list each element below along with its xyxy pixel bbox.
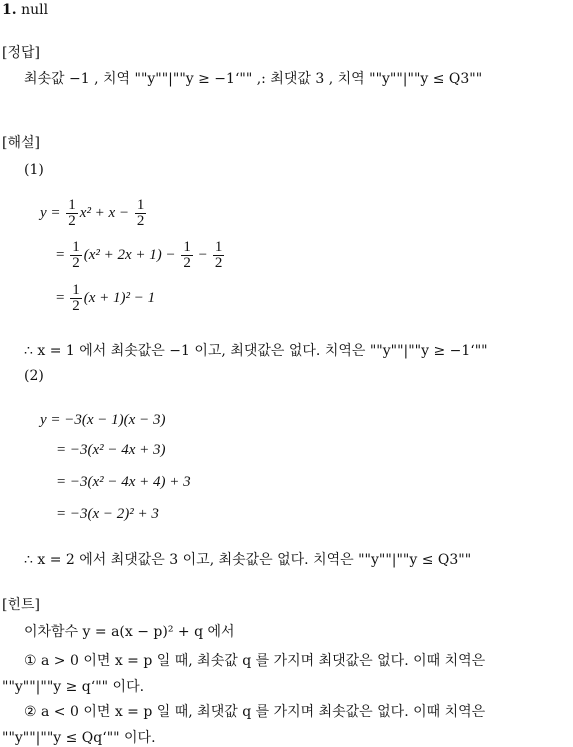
part1-label: (1) (24, 162, 44, 178)
part1-eq-line3: = $\frac{1}{2}$ (x + 1)² − 1 (56, 282, 156, 314)
hint-line4: ② a < 0 이면 x = p 일 때, 최댓값 q 를 가지며 최솟값은 없다. 이때 치역은 (24, 704, 486, 720)
fraction-half: $\frac{1}{2}$ (214, 239, 223, 271)
hint-label: [힌트] (2, 597, 40, 613)
fraction-half: $\frac{1}{2}$ (72, 282, 80, 314)
fraction-half: $\frac{1}{2}$ (68, 197, 76, 229)
part2-eq-line4: = −3(x − 2)² + 3 (56, 506, 159, 522)
part2-eq-line3: = −3(x² − 4x + 4) + 3 (56, 474, 191, 490)
problem-header (2, 1, 48, 19)
explanation-label: [해설] (2, 135, 40, 151)
fraction-half: $\frac{1}{2}$ (136, 197, 145, 229)
problem-number: 1. (2, 2, 17, 18)
fraction-half: $\frac{1}{2}$ (72, 239, 80, 271)
part2-conclusion: ∴ x = 2 에서 최댓값은 3 이고, 최솟값은 없다. 치역은 ""y""|""y ≤ Q3"" (24, 552, 472, 568)
part1-eq-line2: = $\frac{1}{2}$ (x² + 2x + 1) − $\frac{1}{2}$ − $\frac{1}{2}$ (56, 239, 223, 271)
hint-line3: ""y""|""y ≥ q‘"" 이다. (2, 679, 145, 695)
part1-eq-line1: y = $\frac{1}{2}$ x² + x − $\frac{1}{2}$ (40, 197, 145, 229)
fraction-half: $\frac{1}{2}$ (183, 239, 191, 271)
hint-line1: 이차함수 y = a(x − p)² + q 에서 (24, 624, 235, 640)
problem-title: null (21, 2, 49, 18)
part1-conclusion: ∴ x = 1 에서 최솟값은 −1 이고, 최댓값은 없다. 치역은 ""y""|""y ≥ −1‘"" (24, 343, 488, 359)
part2-eq-line2: = −3(x² − 4x + 3) (56, 442, 166, 458)
answer-label: [정답] (2, 45, 40, 61)
hint-line2: ① a > 0 이면 x = p 일 때, 최솟값 q 를 가지며 최댓값은 없다. 이때 치역은 (24, 653, 486, 669)
part2-label: (2) (24, 368, 44, 384)
part2-eq-line1: y = −3(x − 1)(x − 3) (40, 412, 166, 428)
hint-line5: ""y""|""y ≤ Qq‘"" 이다. (2, 730, 156, 746)
answer-text: 최솟값 −1 , 치역 ""y""|""y ≥ −1‘"" ,: 최댓값 3 , 치역 ""y""|""y ≤ Q3"" (24, 71, 483, 87)
